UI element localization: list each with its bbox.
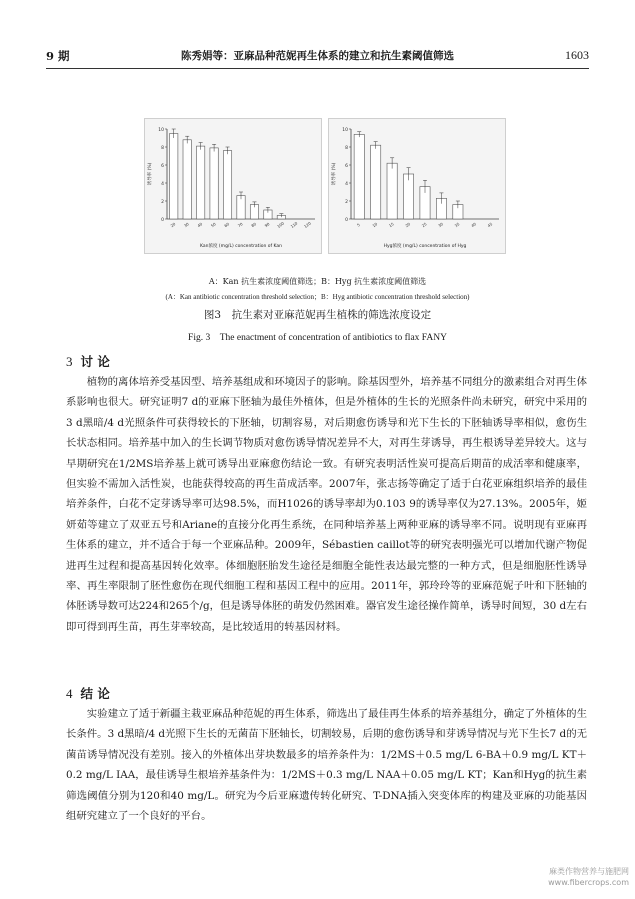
section-4-paragraph: 实验建立了适于新疆主栽亚麻品种范妮的再生体系，筛选出了最佳再生体系的培养基组分，确定了外植体的生长条件。3 d黑暗/4 d光照下生长的无菌苗下胚轴长，切割较易，后期的愈伤诱导和芽诱导情况与光下生长7 d的无菌苗诱导情况没有差别。接入的外植体出芽块数最多的培养条件为：1/2MS＋0.5 mg/L 6-BA＋0.9 mg/L KT＋0.2 mg/L IAA，最佳诱导生根培养基条件为：1/2MS＋0.3 mg/L NAA＋0.05 mg/L KT；Kan和Hyg的抗生素筛选阈值分别为120和40 mg/L。研究为今后亚麻遗传转化研究、T-DNA插入突变体库的构建及亚麻的功能基因组研究建立了一个良好的平台。 (66, 708, 587, 823)
x-tick-label: 90 (263, 221, 271, 229)
bar (223, 151, 231, 219)
page-number: 1603 (565, 48, 589, 62)
running-header (46, 48, 589, 64)
x-tick-label: 25 (420, 221, 428, 229)
section-4-heading (66, 684, 110, 702)
y-tick-label: 6 (345, 164, 348, 169)
section-4-number: 4 (66, 686, 73, 701)
section-3-heading (66, 352, 110, 370)
chart-b-hyg (328, 118, 506, 254)
running-title: 陈秀娟等：亚麻品种范妮再生体系的建立和抗生素阈值筛选 (181, 50, 454, 62)
bar (403, 174, 413, 219)
x-tick-label: 50 (209, 221, 217, 229)
y-axis-label: 诱导率 (%) (148, 162, 153, 186)
y-tick-label: 4 (345, 182, 348, 187)
chart-a-kan (144, 118, 322, 254)
y-tick-label: 10 (158, 128, 164, 133)
y-tick-label: 0 (345, 218, 348, 223)
y-tick-label: 2 (345, 200, 348, 205)
chart-a-svg (145, 119, 321, 253)
y-axis-label: 诱导率 (%) (332, 162, 337, 186)
x-tick-label: 5 (355, 222, 361, 228)
x-tick-label: 15 (387, 221, 395, 229)
bar (354, 134, 364, 219)
bar (196, 146, 204, 219)
bar (387, 163, 397, 219)
y-tick-label: 6 (161, 164, 164, 169)
x-tick-label: 100 (276, 220, 285, 229)
bar (210, 148, 218, 219)
x-tick-label: 30 (437, 221, 445, 229)
x-tick-label: 80 (250, 221, 258, 229)
x-tick-label: 40 (470, 221, 477, 229)
y-tick-label: 4 (161, 182, 164, 187)
bar (371, 145, 381, 219)
watermark-url: www.fibercrops.com (548, 878, 629, 887)
chart-b-svg (329, 119, 505, 253)
x-tick-label: 20 (169, 221, 177, 229)
section-3-title: 讨 论 (80, 354, 110, 369)
x-axis-label: Hyg浓度 (mg/L) concentration of Hyg (383, 244, 467, 249)
y-tick-label: 0 (161, 218, 164, 223)
watermark (548, 866, 629, 888)
x-tick-label: 110 (289, 220, 299, 229)
x-tick-label: 40 (196, 221, 204, 229)
header-rule (46, 68, 589, 69)
x-tick-label: 35 (453, 221, 461, 229)
bar (183, 140, 191, 219)
figure-caption-en: Fig. 3 The enactment of concentration of antibiotics to flax FANY (188, 333, 447, 343)
figure-caption-cn: 图3 抗生素对亚麻范妮再生植株的筛选浓度设定 (203, 309, 432, 321)
y-tick-label: 2 (161, 200, 164, 205)
x-axis-label: Kan浓度 (mg/L) concentration of Kan (200, 244, 282, 249)
bar (170, 134, 178, 220)
section-3-number: 3 (66, 354, 73, 369)
section-3-paragraph: 植物的离体培养受基因型、培养基组成和环境因子的影响。除基因型外，培养基不同组分的激素组合对再生体系影响也很大。研究证明7 d的亚麻下胚轴为最佳外植体，但是外植体的生长的光照条件尚未研究，研究中采用的3 d黑暗/4 d光照条件可获得较长的下胚轴，切割容易，对后期愈伤诱导和光下生长的下胚轴诱导率相似，愈伤生长状态相同。培养基中加入的生长调节物质对愈伤诱导情况差异不大，对再生芽诱导，再生根诱导差异较大。这与早期研究在1/2MS培养基上就可诱导出亚麻愈伤结论一致。有研究表明活性炭可提高后期苗的成活率和健康率，但实验不需加入活性炭，也能获得较高的再生苗成活率。2007年，张志扬等确定了适于白花亚麻组织培养的最佳培养条件，白花不定芽诱导率可达98.5%，而H1026的诱导率却为0.103 9的诱导率仅为27.13%。2005年，姬妍茹等建立了双亚五号和Ariane的直接分化再生系统，在同种培养基上两种亚麻的诱导率不同。说明现有亚麻再生体系的建立，并不适合于每一个亚麻品种。2009年，Sébastien caillot等的研究表明强光可以增加代谢产物促进再生过程和提高基因转化效率。体细胞胚胎发生途径是细胞全能性表达最完整的一种方式，但是细胞胚性诱导率、再生率限制了胚性愈伤在现代细胞工程和基因工程中的应用。2011年，郭玲玲等的亚麻范妮子叶和下胚轴的体胚诱导数可达224和265个/g，但是诱导体胚的萌发仍然困难。器官发生途径操作简单，诱导时间短，30 d左右即可得到再生苗，再生芽率较高，是比较适用的转基因材料。 (66, 376, 587, 633)
y-tick-label: 8 (345, 146, 348, 151)
x-tick-label: 70 (236, 221, 244, 229)
x-tick-label: 30 (182, 221, 190, 229)
figure-sub-caption-cn: A：Kan 抗生素浓度阈值筛选；B：Hyg 抗生素浓度阈值筛选 (208, 277, 427, 286)
figure-sub-caption-en: (A：Kan antibiotic concentration threshold selection；B：Hyg antibiotic concentration threshold selection) (165, 293, 470, 301)
y-tick-label: 8 (161, 146, 164, 151)
x-tick-label: 20 (404, 221, 412, 229)
x-tick-label: 10 (371, 221, 379, 229)
watermark-cn: 麻类作物营养与施肥网 (549, 867, 629, 876)
x-tick-label: 60 (223, 221, 231, 229)
x-tick-label: 45 (486, 221, 494, 229)
y-tick-label: 10 (342, 128, 348, 133)
x-tick-label: 120 (303, 220, 312, 229)
section-4-title: 结 论 (80, 686, 110, 701)
issue-number: 9 期 (46, 49, 70, 63)
